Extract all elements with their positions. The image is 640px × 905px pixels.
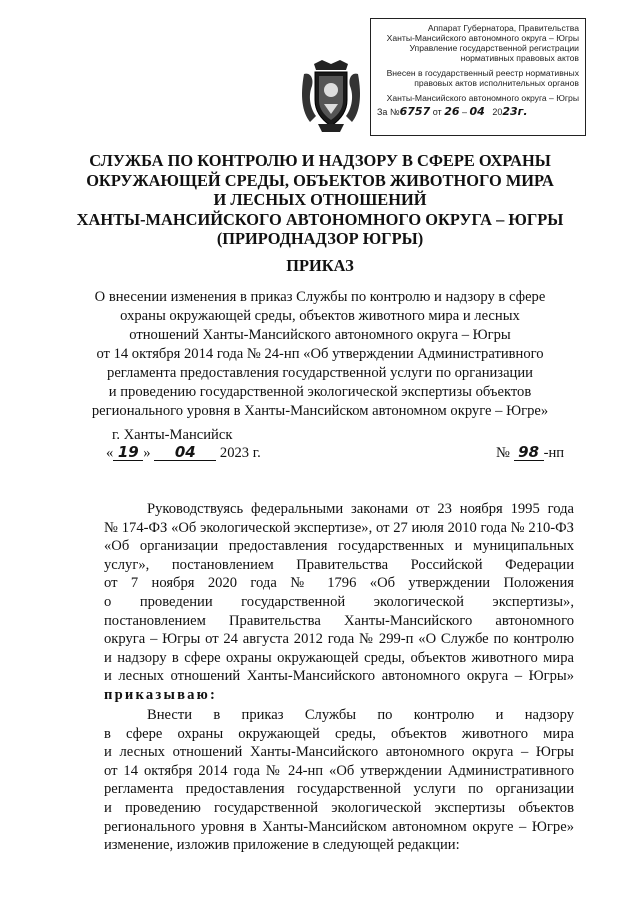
- paragraph-line: и проведению государственной экологической экспертизы объектов: [104, 799, 574, 816]
- title-line: ХАНТЫ-МАНСИЙСКОГО АВТОНОМНОГО ОКРУГА – ЮГРЫ: [76, 209, 564, 229]
- stamp-reg-prefix: За №: [377, 107, 400, 117]
- title-line: ОКРУЖАЮЩЕЙ СРЕДЫ, ОБЪЕКТОВ ЖИВОТНОГО МИРА: [86, 170, 554, 190]
- paragraph-line: № 174-ФЗ «Об экологической экспертизе», от 27 июля 2010 года № 210-ФЗ: [104, 519, 574, 536]
- paragraph-line: «Об организации предоставления государственных и муниципальных: [104, 538, 574, 555]
- paragraph-line: регламента предоставления государственной услуги по организации: [104, 781, 574, 798]
- paragraph-line: регионального уровня в Ханты-Мансийском автономном округе – Югре»: [104, 818, 574, 835]
- organization-title: [60, 151, 580, 249]
- paragraph-line: в сфере охраны окружающей среды, объектов животного мира: [104, 725, 574, 742]
- stamp-line: правовых актов исполнительных органов: [414, 78, 579, 88]
- stamp-reg-month: 04: [469, 105, 485, 118]
- number-suffix: -нп: [543, 445, 565, 461]
- subject-line: О внесении изменения в приказ Службы по контролю и надзору в сфере: [94, 289, 546, 305]
- order-paragraph: [104, 706, 574, 855]
- stamp-reg-year-suffix: 23г.: [502, 105, 528, 118]
- subject-line: от 14 октября 2014 года № 24-нп «Об утверждении Административного: [96, 346, 544, 362]
- subject-line: охраны окружающей среды, объектов животного мира и лесных: [120, 308, 520, 324]
- order-year: 2023 г.: [219, 445, 261, 461]
- coat-of-arms-icon: [300, 56, 362, 134]
- stamp-reg-year-prefix: 20: [492, 107, 503, 117]
- paragraph-line: и надзору в сфере охраны окружающей среды, объектов животного мира: [104, 649, 574, 666]
- subject-line: регионального уровня в Ханты-Мансийском автономном округе – Югре»: [91, 403, 549, 419]
- subject-line: регламента предоставления государственной услуги по организации: [107, 365, 533, 381]
- paragraph-line: округа – Югры от 24 августа 2012 года № 299-п «О Службе по контролю: [104, 631, 574, 648]
- order-month: 04: [154, 445, 216, 461]
- registration-stamp: [370, 18, 586, 136]
- number-value: 98: [514, 445, 544, 461]
- stamp-line: Управление государственной регистрации: [409, 43, 579, 53]
- paragraph-line: Внести в приказ Службы по контролю и надзору: [147, 707, 574, 723]
- number-prefix: №: [496, 445, 510, 461]
- stamp-line: Ханты-Мансийского автономного округа – Югры: [386, 33, 579, 43]
- order-number: [496, 444, 564, 463]
- subject-line: отношений Ханты-Мансийского автономного округа – Югры: [129, 327, 511, 343]
- stamp-from-word: от: [432, 107, 442, 117]
- order-day: 19: [113, 445, 143, 461]
- order-date: [106, 444, 261, 463]
- stamp-line: Внесен в государственный реестр нормативных: [386, 68, 579, 78]
- paragraph-line: постановлением Правительства Ханты-Мансийского автономного: [104, 612, 574, 629]
- paragraph-line: Руководствуясь федеральными законами от 23 ноября 1995 года: [147, 501, 574, 517]
- stamp-line: нормативных правовых актов: [460, 53, 579, 63]
- stamp-reg-number: 6757: [399, 105, 431, 118]
- subject-line: и проведению государственной экологической экспертизы объектов: [108, 384, 532, 400]
- title-line: И ЛЕСНЫХ ОТНОШЕНИЙ: [213, 190, 427, 209]
- preamble-paragraph: [104, 500, 574, 705]
- close-quote: »: [143, 445, 151, 461]
- order-word: приказываю:: [104, 686, 218, 703]
- paragraph-line: изменение, изложив приложение в следующей редакции:: [104, 837, 460, 854]
- city: г. Ханты-Мансийск: [112, 427, 233, 443]
- paragraph-line: и лесных отношений Ханты-Мансийского автономного округа – Югры: [104, 744, 574, 761]
- document-type: ПРИКАЗ: [286, 256, 354, 275]
- paragraph-line: и лесных отношений Ханты-Мансийского автономного округа – Югры»: [104, 668, 574, 685]
- open-quote: «: [106, 445, 114, 461]
- title-line: (ПРИРОДНАДЗОР ЮГРЫ): [216, 229, 424, 248]
- stamp-registration-line: За №6757 от 26 – 04 2023г.: [377, 105, 528, 118]
- document-subject: [60, 288, 580, 421]
- stamp-reg-day: 26: [444, 105, 460, 118]
- paragraph-line: от 7 ноября 2020 года № 1796 «Об утверждении Положения: [104, 575, 574, 592]
- paragraph-line: услуг», постановлением Правительства Российской Федерации: [104, 556, 574, 573]
- stamp-region: Ханты-Мансийского автономного округа – Югры: [386, 93, 579, 103]
- paragraph-line: от 14 октября 2014 года № 24-нп «Об утверждении Административного: [104, 762, 574, 779]
- paragraph-line: о проведении государственной экологической экспертизы»,: [104, 593, 574, 610]
- stamp-line: Аппарат Губернатора, Правительства: [427, 23, 579, 33]
- title-line: СЛУЖБА ПО КОНТРОЛЮ И НАДЗОРУ В СФЕРЕ ОХРАНЫ: [89, 151, 551, 170]
